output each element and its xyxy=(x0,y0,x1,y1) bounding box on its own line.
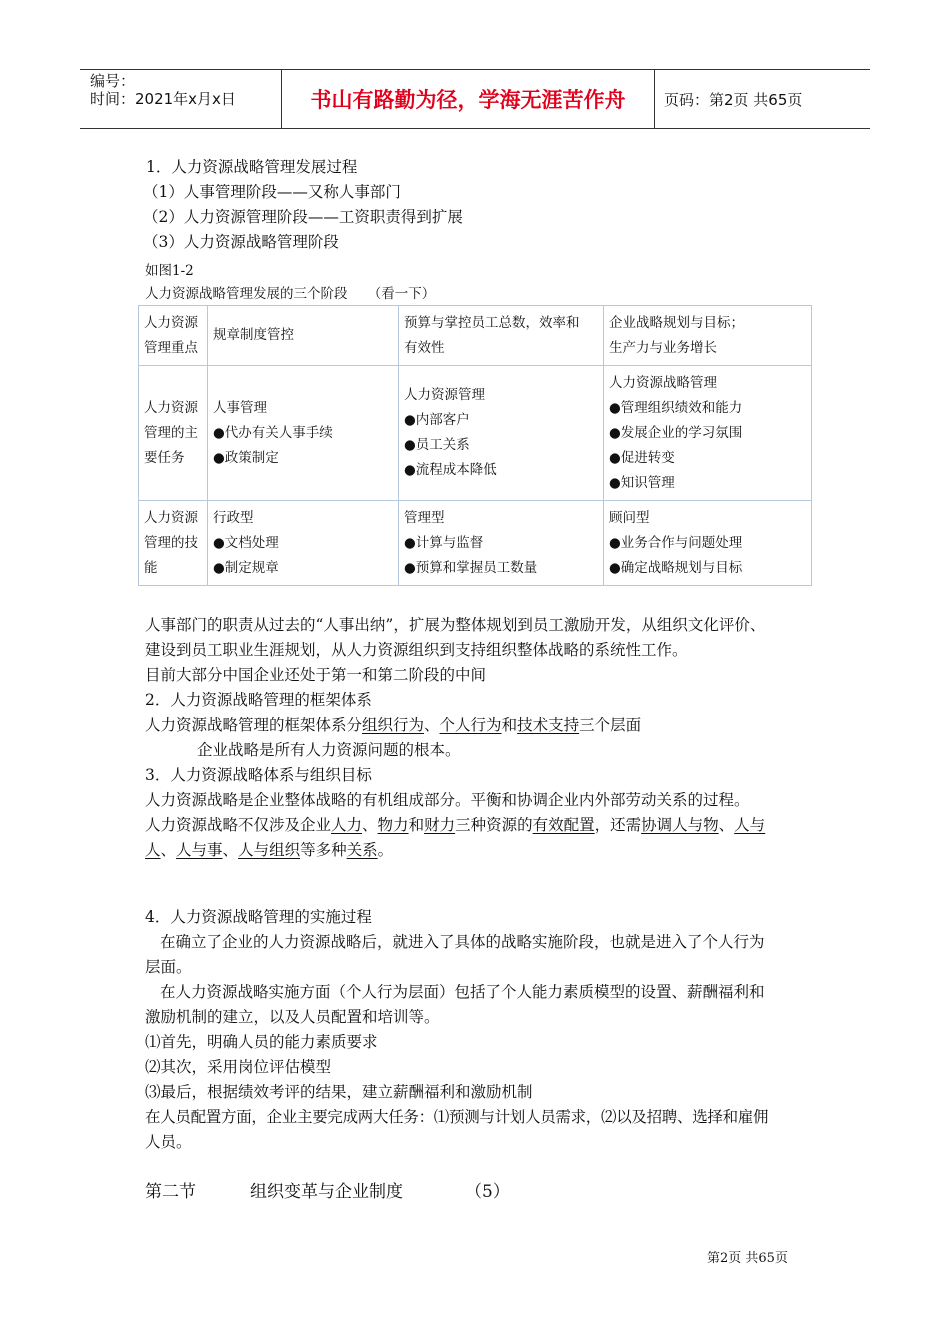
table-cell xyxy=(399,501,604,586)
step-item: ⑴首先，明确人员的能力素质要求 xyxy=(145,1033,378,1051)
table-cell xyxy=(208,501,399,586)
cell-line: 生产力与业务增长 xyxy=(609,339,717,356)
figure-ref: 如图1-2 xyxy=(145,263,194,279)
paragraph-line: 在确立了企业的人力资源战略后，就进入了具体的战略实施阶段，也就是进入了个人行为 xyxy=(160,933,765,951)
paragraph-line: 层面。 xyxy=(145,958,192,976)
text-span: ，还需 xyxy=(594,816,642,834)
underlined-term: 协调人与物 xyxy=(641,816,719,834)
header-bottom-rule xyxy=(80,128,870,129)
underlined-term: 有效配置 xyxy=(532,816,595,834)
section3-heading: 3．人力资源战略体系与组织目标 xyxy=(145,766,372,784)
cell-line: 人力资源 xyxy=(144,314,198,331)
text-span: 和 xyxy=(501,716,518,734)
next-section-score: （5） xyxy=(465,1182,510,1202)
figure-caption: 人力资源战略管理发展的三个阶段 （看一下） xyxy=(145,286,436,302)
text-span: 人力资源战略不仅涉及企业 xyxy=(145,816,332,834)
step-item: ⑶最后，根据绩效考评的结果，建立薪酬福利和激励机制 xyxy=(145,1083,533,1101)
cell-line: 有效性 xyxy=(404,339,445,356)
table-row xyxy=(139,366,812,501)
cell-line: ●发展企业的学习氛围 xyxy=(609,424,743,441)
cell-line: ●内部客户 xyxy=(404,412,470,428)
text-span: 。 xyxy=(377,841,394,859)
cell-line: 人力资源 xyxy=(144,509,198,526)
cell-line: ●促进转变 xyxy=(609,449,675,466)
section1-item: （2）人力资源管理阶段——工资职责得到扩展 xyxy=(143,208,463,226)
text-span: 等多种 xyxy=(300,841,347,859)
cell-line: 人力资源管理 xyxy=(404,387,485,403)
section1-item: （1）人事管理阶段——又称人事部门 xyxy=(143,183,401,201)
table-row xyxy=(139,306,812,366)
text-span: 、 xyxy=(362,816,378,834)
underlined-term: 人力 xyxy=(331,816,363,834)
underlined-term: 人与事 xyxy=(176,841,223,859)
header-number-label: 编号： xyxy=(90,72,136,90)
cell-line: 顾问型 xyxy=(609,509,650,526)
header-page-label: 页码：第2页 共65页 xyxy=(664,91,803,109)
indented-statement: 企业战略是所有人力资源问题的根本。 xyxy=(197,741,461,759)
paragraph-line xyxy=(145,838,393,862)
cell-line: 管理的主 xyxy=(144,424,198,441)
paragraph-line: 在人员配置方面，企业主要完成两大任务：⑴预测与计划人员需求，⑵以及招聘、选择和雇佣 xyxy=(145,1108,769,1126)
table-cell xyxy=(399,306,604,366)
cell-line: 管理重点 xyxy=(144,339,198,356)
underlined-term: 财力 xyxy=(424,816,456,834)
table-cell xyxy=(399,366,604,501)
cell-line: ●员工关系 xyxy=(404,437,470,453)
cell-line: ●确定战略规划与目标 xyxy=(609,559,743,576)
cell-line: 能 xyxy=(144,559,158,576)
row-header-cell xyxy=(139,306,208,366)
underlined-term: 物力 xyxy=(377,816,409,834)
footer-page-number: 第2页 共65页 xyxy=(707,1251,788,1266)
text-span: 、 xyxy=(222,841,239,859)
section1-heading: 1．人力资源战略管理发展过程 xyxy=(146,158,358,176)
framework-line xyxy=(145,713,641,737)
underlined-term: 人与 xyxy=(734,816,766,834)
row-header-cell xyxy=(139,366,208,501)
header-divider-right xyxy=(654,69,655,129)
table-row xyxy=(139,501,812,586)
underlined-term: 关系 xyxy=(346,841,378,859)
cell-line: 人力资源 xyxy=(144,399,198,416)
next-section-number: 第二节 xyxy=(145,1182,196,1202)
cell-line: 预算与掌控员工总数，效率和 xyxy=(404,314,580,331)
text-span: 、 xyxy=(718,816,735,834)
paragraph-line: 建设到员工职业生涯规划，从人力资源组织到支持组织整体战略的系统性工作。 xyxy=(145,641,688,659)
underlined-term: 个人行为 xyxy=(439,716,502,734)
hr-stages-table xyxy=(138,305,812,586)
cell-line: ●业务合作与问题处理 xyxy=(609,534,743,551)
text-span: 三个层面 xyxy=(579,716,642,734)
cell-line: 管理型 xyxy=(404,509,445,526)
paragraph-line: 人力资源战略是企业整体战略的有机组成部分。平衡和协调企业内外部劳动关系的过程。 xyxy=(145,791,750,809)
underlined-term: 人与组织 xyxy=(238,841,301,859)
paragraph-line: 目前大部分中国企业还处于第一和第二阶段的中间 xyxy=(145,666,487,684)
step-item: ⑵其次，采用岗位评估模型 xyxy=(145,1058,332,1076)
table-cell xyxy=(604,366,812,501)
header-time-label: 时间：2021年x月x日 xyxy=(90,90,236,108)
cell-line: ●计算与监督 xyxy=(404,534,484,551)
text-span: 、 xyxy=(160,841,177,859)
table-cell xyxy=(604,306,812,366)
paragraph-line: 激励机制的建立，以及人员配置和培训等。 xyxy=(145,1008,440,1026)
paragraph-line: 人事部门的职责从过去的“人事出纳”，扩展为整体规划到员工激励开发，从组织文化评价、 xyxy=(145,616,766,634)
row-header-cell xyxy=(139,501,208,586)
cell-line: ●文档处理 xyxy=(213,534,279,551)
text-span: 和 xyxy=(408,816,425,834)
cell-line: 人力资源战略管理 xyxy=(609,374,717,391)
cell-line: 人事管理 xyxy=(213,399,267,416)
text-span: 、 xyxy=(424,716,440,734)
section2-heading: 2．人力资源战略管理的框架体系 xyxy=(145,691,372,709)
table-cell xyxy=(208,366,399,501)
cell-line: 要任务 xyxy=(144,449,185,466)
cell-line: 行政型 xyxy=(213,509,254,526)
table-cell xyxy=(604,501,812,586)
section4-heading: 4．人力资源战略管理的实施过程 xyxy=(145,908,372,926)
text-span: 人力资源战略管理的框架体系分 xyxy=(145,716,363,734)
cell-line: ●管理组织绩效和能力 xyxy=(609,399,743,416)
cell-line: ●代办有关人事手续 xyxy=(213,424,333,441)
underlined-term: 人 xyxy=(145,841,161,859)
paragraph-line: 在人力资源战略实施方面（个人行为层面）包括了个人能力素质模型的设置、薪酬福利和 xyxy=(160,983,765,1001)
cell-line: ●流程成本降低 xyxy=(404,462,497,478)
cell-line: 企业战略规划与目标； xyxy=(609,314,744,331)
paragraph-line xyxy=(145,813,765,837)
text-span: 三种资源的 xyxy=(455,816,533,834)
underlined-term: 技术支持 xyxy=(517,716,580,734)
section1-item: （3）人力资源战略管理阶段 xyxy=(143,233,339,251)
cell-line: ●知识管理 xyxy=(609,474,675,491)
cell-line: 规章制度管控 xyxy=(213,327,294,343)
cell-line: ●预算和掌握员工数量 xyxy=(404,559,538,576)
cell-line: ●政策制定 xyxy=(213,449,279,466)
next-section-title: 组织变革与企业制度 xyxy=(250,1182,403,1202)
cell-line: ●制定规章 xyxy=(213,559,279,576)
table-cell xyxy=(208,306,399,366)
cell-line: 管理的技 xyxy=(144,534,198,551)
header-motto: 书山有路勤为径，学海无涯苦作舟 xyxy=(310,88,626,112)
underlined-term: 组织行为 xyxy=(362,716,425,734)
paragraph-line: 人员。 xyxy=(145,1133,192,1151)
